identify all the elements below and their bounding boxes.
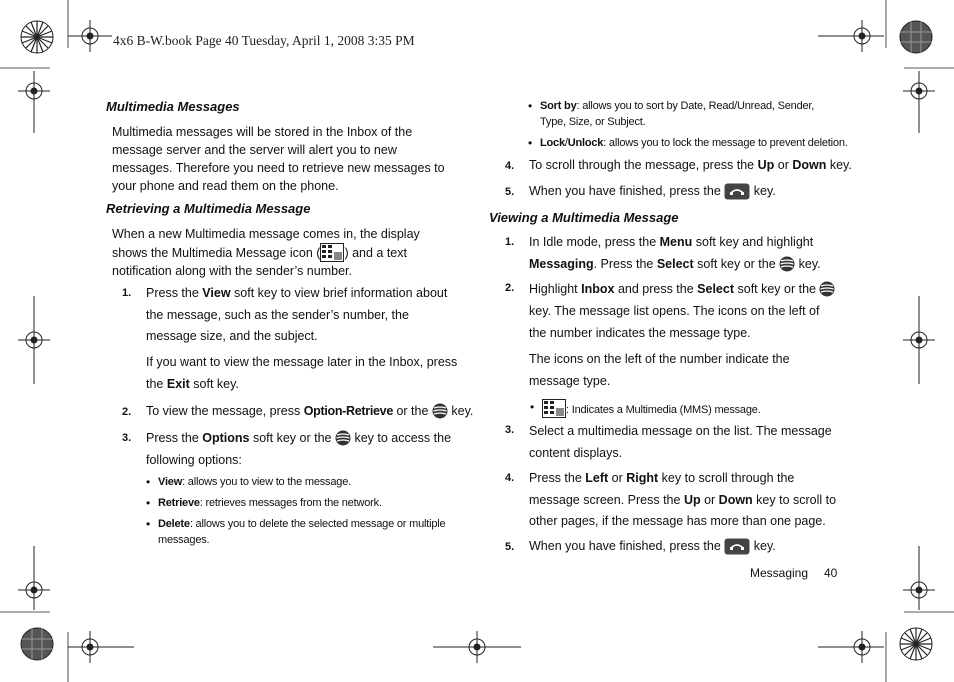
section-heading-retrieving: Retrieving a Multimedia Message <box>106 201 311 216</box>
color-wheel-mark-icon <box>900 628 932 660</box>
registration-mark-icon <box>68 631 134 663</box>
color-wheel-mark-icon <box>21 21 53 53</box>
step-number: 3. <box>122 432 132 444</box>
step-number: 5. <box>505 186 515 198</box>
step-1-text: Press the View soft key to view brief information about the message, such as the sender’s number, the message size, and the subject. <box>146 286 448 343</box>
registration-mark-icon <box>18 296 50 384</box>
view-step-4-text: Press the Left or Right key to scroll through the message screen. Press the Up or Down key to scroll to other pages, if the message has more than one page. <box>529 471 837 528</box>
bullet-mms-indicator: • : Indicates a Multimedia (MMS) message. <box>542 399 842 418</box>
step-5-text: When you have finished, press the key. <box>529 184 776 198</box>
step-1-note: If you want to view the message later in the Inbox, press the Exit soft key. <box>146 355 458 391</box>
page-header: 4x6 B-W.book Page 40 Tuesday, April 1, 2008 3:35 PM <box>113 33 415 48</box>
registration-mark-icon <box>18 546 50 610</box>
bullet-sort-by: • Sort by: allows you to sort by Date, Read/Unread, Sender, Type, Size, or Subject. <box>540 98 840 130</box>
view-step-5-text: When you have finished, press the key. <box>529 539 776 553</box>
step-number: 2. <box>505 282 515 294</box>
view-step-3-text: Select a multimedia message on the list. The message content displays. <box>529 424 832 460</box>
step-number: 3. <box>505 424 515 436</box>
paragraph-intro: Multimedia messages will be stored in the Inbox of the message server and the server will alert you to new messages. Therefore you need to retrieve new messages to your phone and read them on the phone. <box>112 125 445 193</box>
section-heading-multimedia-messages: Multimedia Messages <box>106 99 240 114</box>
step-number: 4. <box>505 472 515 484</box>
footer-page-number: 40 <box>824 566 838 580</box>
gray-square-mark-icon <box>900 21 932 53</box>
registration-mark-icon <box>818 20 884 52</box>
registration-mark-icon <box>18 71 50 133</box>
gray-square-mark-icon <box>21 628 53 660</box>
registration-mark-icon <box>68 20 112 52</box>
step-number: 5. <box>505 541 515 553</box>
step-number: 4. <box>505 160 515 172</box>
paragraph-retrieving: When a new Multimedia message comes in, the display shows the Multimedia Message icon ( ) and a text notification along with the sender’s number. <box>112 227 420 278</box>
view-step-2-text: Highlight Inbox and press the Select soft key or the key. The message list opens. The icons on the left of the number indicates the message type. <box>529 278 839 344</box>
step-number: 2. <box>122 406 132 418</box>
bullet-view: • View: allows you to view to the message. <box>158 474 458 490</box>
registration-mark-icon <box>818 631 884 663</box>
view-step-1-text: In Idle mode, press the Menu soft key and highlight Messaging. Press the Select soft key or the key. <box>529 235 821 271</box>
footer-section: Messaging <box>750 566 809 580</box>
bullet-lock-unlock: • Lock/Unlock: allows you to lock the message to prevent deletion. <box>540 135 845 151</box>
step-2-text: To view the message, press Option-Retrieve or the key. <box>146 404 474 418</box>
section-heading-viewing: Viewing a Multimedia Message <box>489 210 679 225</box>
step-number: 1. <box>505 236 515 248</box>
bullet-delete: • Delete: allows you to delete the selected message or multiple messages. <box>158 516 448 548</box>
registration-mark-icon <box>903 71 935 133</box>
step-4-text: To scroll through the message, press the Up or Down key. <box>529 158 852 172</box>
step-3-text: Press the Options soft key or the key to access the following options: <box>146 431 452 467</box>
bullet-retrieve: • Retrieve: retrieves messages from the network. <box>158 495 458 511</box>
registration-mark-icon <box>903 296 935 384</box>
registration-mark-icon <box>433 631 521 663</box>
step-number: 1. <box>122 287 132 299</box>
view-step-2-note: The icons on the left of the number indicate the message type. <box>529 352 790 388</box>
registration-mark-icon <box>903 546 935 610</box>
